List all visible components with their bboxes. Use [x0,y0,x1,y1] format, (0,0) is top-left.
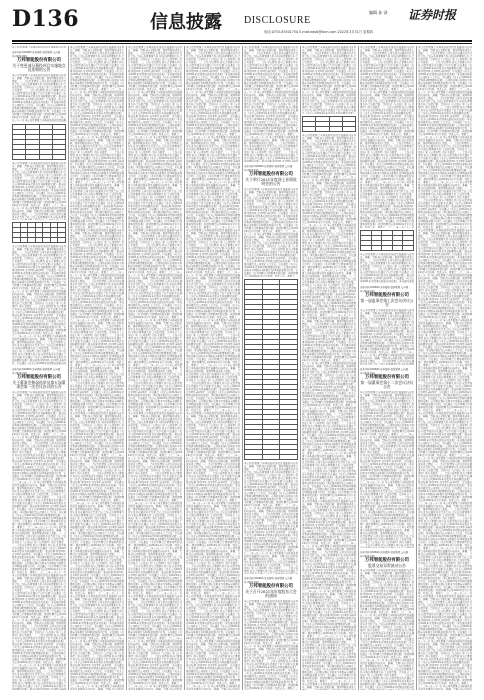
table-cell [303,127,316,132]
article-text: 本公司及董事会全体成员保证信息披露的内容真实、准确、完整,没有虚假记载、误导性陈述或重大遗漏。一、会议召开情况 公司于近日以通讯方式召开会议,会议应出席董事九名,实际出席董事九名,会议的召集、召开符合《公司法》和《公司章程》的有关规定。二、会议审议情况 经与会董事认真审议,以投票表决方式通过了以下议案:审议通过《关于公司2021年年度报告及其摘要的议案》,表决结果:同意9票,反对0票,弃权0票。审议通过《关于公司2021年度财务决算报告的议案》,本议案尚需提交公司股东大会审议。审议通过《关于公司2021年度利润分配预案的议案》,公司拟以现有总股本为基数向全体股东每10股派发现金红利。审议通过《关于续聘会计师事务所的议案》,同意续聘为公司2022年度审计机构。特此公告。董事会 二〇二二年三月三十一日 本公司及董事会全体成员保证信息披露的内容真实、准确、完整,没有虚假记载、误导性陈述或重大遗漏。一、会议召开情况 公司于近日以通讯方式召开会议,会议应出席董事九名,实际出席董事九名,会议的召集、召开符合《公司法》和《公司章程》的有关规定。二、会议审议情况 经与会董事认真审议,以投票表决方式通过了以下议案:审议通过《关于公司2021年年度报告及其摘要的议案》,表决结果:同意9票,反对0票,弃权0票。审议通过《关于公司2021年度财务决算报告的议案》,本议案尚需提交公司股东大会审议。审议通过《关于公司2021年度利润分配预案的议案》,公司拟以现有总股本为基数向全体股东每10股派发现金红利。审议通过《关于续聘会计师事务所的议案》,同意续聘为公司2022年度审计机构。特此公告。董事会 二 [244,600,298,690]
text-column [360,46,414,690]
article-text: 本公司及董事会全体成员保证信息披露的内容真实、准确、完整,没有虚假记载、误导性陈述或重大遗漏。一、会议召开情况 公司于近日以通讯方式召开会议,会议应出席董事九名,实际出席董事九名,会议的召集、召开符合《公司法》和《公司章程》的有关规定。二、会议审议情况 经与会董事认真审议,以投票表决方式通过了以下议案:审议通过《关于公司2021年年度报告及其摘要的议案》,表决结果:同意9票,反对0票,弃权0票。审议通过《关于公司2021年度财务决算报告的议案》,本议案尚需提交公司股东大会审议。审议通过《关于公司2021年度利润分配预案的议案》,公司拟以现有总股本为基数向全体股东每10股派发现金红利。审议通过《关于续聘会计师事务所的议案》,同意续聘为公司2022年度审计机构。特此公告。董事会 二〇二二年三月三十一日 本公司及董事会全体成员保证信息披露的内容真实、准确、完整,没有虚假记载、误导性陈述或重大遗漏。一、会议召开情况 公司于近日以通讯方式召开会议,会议应出席董事九名,实际出席董事九名,会议的召集、召开符合《公司法》和《公司章程》的有关规定。二、会议审议情况 经与会董事认真审议,以投票表决方式通过了以下议案:审议通过《关于公司2021年年度报告及其摘要的议案》,表决结果:同意9票,反对0票,弃权0票。审议通过《关于公司2021年度财务决算报告的议案》,本议案尚需提交公司股东大会审议。审议通过《关于公司2021年度利润分配预案的议案》,公司拟以现有总股本为基数向全体股东每10股派发现金红利。审议通过《关于续聘会计师事务所的议案》,同意续聘为公司2022年度审计机构。特此公告。董事会 二〇二二年三月三十一日 本公司及董事会全体成员保证信息披露的内容真实、准确、完整,没有虚假记载、误导性陈述或重大遗漏。一、会议召开情况 公司于近日以通讯方式召开会议,会议应出席董事九名,实际出席董事九名,会议的召集、召开符合《公司法》和《公司章程》的有关规定。二、会议审议情况 经与会董事认真审议,以投票表决方式通过了 [244,462,298,574]
column-divider [242,46,243,690]
article-text: 本公司及董事会全体成员保证信息披露的内容真实、准确、完整,没有虚假记载、误导性陈述或重大遗漏。一、会议召开情况 公司于近日以通讯方式召开会议,会议应出席董事九名,实际出席董事九名,会议的召集、召开符合《公司法》和《公司章程》的有关规定。二、会议审议情况 经与会董事认真审议,以投票表决方式通过了以下议案:审议通过《关于公司2021年年度报告及其摘要的议案》,表决结果:同意9票,反对0票,弃权0票。审议通过《关于公司2021年度财务决算报告的议案》,本议案尚需提交公司股东大会审议。审议通过《关于公司2021年度利润分配预案的议案》,公司拟以现有总股本为基数向全体股东每10股派发现金红利。审议通过《关于续聘会计师事务所的议案》,同意续聘为公司2022年度审计机构。特此公告。董事会 二〇二二年三月三十一日 本公司及董事会全体成员保证信息披露 [12,74,66,123]
announcement-title: 第一届董事会第十二次会议决议公告 [360,379,414,390]
article-text: 本公司及董事会全体成员保证信息披露的内容真实、准确、完整,没有虚假记载、误导性陈述或重大遗漏。一、会议召开情况 公司于近日以通讯方式召开会议,会议应出席董事九名,实际出席董事九名,会议的召集、召开符合《公司法》和《公司章程》的有关规定。二、会议审议情况 经与会董事认真审议,以投票表决方式通过了以下议案:审议通过《关于公司2021年年度报告及其摘要的议案》,表决结果:同意9票,反对0票,弃权0票。审议通过《关于公司2021年度财务决算报告的议案》,本议案尚需提交公司股东大会审议。审议通过《关于公司2021年度利润分配预案的议案》,公司拟以现有总股本为基数向全体股东每10股派发现金红利。审议通过《关于续聘会计师事务所的议案》,同意续聘为公司2022年度审计机构。特此公告。董事会 二〇二二年三月三十一日 本公司及董事会全体成员保证信息披露的内容真实、准确、完整,没有虚假记载、误导性陈述或重大遗漏。一、会议召开情况 公司于近日以通讯方式召开会议,会议应出席董事九名,实际出席董事九名,会议的召集、召开符合《公司法》和《公司章程》的有关规定。二、会议审议情况 经与会董事认真审议,以投票表决方式通过了以下议案:审议通过《关于公司2021年年度报告及其摘要的议案》,表决结果:同意9票,反对0票,弃权0票。审议通过《关于公司2021年度财务决算报告的议案》,本议案尚需提交公司股东大会审议。审议通过《关于公司2021年度利润分配预案的议案》,公司拟以现有总股本为基数向全体股东每10股派发现金红利。审议通过《关于续聘会计师事务所的议案》,同意续聘为公司2022年度审计机构。特此公告。董事会 二〇二二年三月三十一日 本公司及董事会全体成员保证信息披露的内容真实、准确、完整,没有虚假记载、误导性陈述或重大遗漏。一、会议召开情况 公司于近日以通讯方式召开会议,会议应出席董事九名,实际出席董事九名,会议的召集、召开符合《公司法》和《公司章程》的有关规定。二、会议审议情况 经与会董事认真审议,以投票表决方式通过了以下议案:审议通过《关于公司2021年年度报告及其摘要的议案》,表决结果:同意9票,反对0票,弃权0票。审议通过《关于公司2021年度财务决算报告的议案》,本议案尚需提交公司股东大会审议。审议通过《关于公司2021年度利润分配预案的议案》,公司拟以现有总股本为基数向全体股东每10股派发现金红利。审议通过《关于续聘会计师事务所的议案》,同意续聘为公司2022年度审计机构。特此公告。董事会 二〇二二年三月三十一日 本公司及董事会全体成员保证信息披露的内容真实、准确、完整,没有虚假记载、误导性陈述或重大遗漏。一、会议召开情况 公司于近日以通讯方式召开会议,会议应出席董事九名,实际出席董事九名,会议的召集、召开符合《公司法》和《公司章程》的有关规定。二、会议审议情况 经与会董事认真审议,以投票表决方式通过了以下议案:审议通过《关于公司2021年年度报告及其摘要的议案》,表决结果:同意9票,反对0票,弃权0票。审议通过《关于公司2021年度财务决算报告的议案》,本议案尚需提交公司股东大会审议。审议通过《关于公司2021年度利润分配预案的议案》,公司拟以现有总股本为基数向全体股东每10股派发现金红利。审议通过《关于续聘会计师事务所的议案》,同意续聘为公司2022年度审计机构。特此公告。董事会 二〇二二年三月三十一日 本公司及董事会全体成员保证信息披露的内容真实、准确、完整,没有虚假记载、误导性陈述或重大遗漏。一、会议召开情况 公司于近日以通讯方式召开会议,会议应出席董事九名,实际出席董事九名,会议的召集、召开符合《公司法》和《公司章程》的有关规定。二、会议审议情况 经与会董事认真审议,以投票表决方式通过了以下议案:审议通过《关于公司2021年年度报告及其摘要的议案》,表决结果:同意9票,反对0票,弃权0票。审议通过《关于公司2021年度财务决算报告的议案》,本议案尚需提交公司股东大会审议。审议通过《关于公司2021年度利润分配预案的议案》,公司拟以现有总股本为基数向全体股东每10股派发现金红利。审议通过《关于续聘会计师事务所的议案》,同意续聘为公司2022年度审计机构。特此公告。董事会 二〇二二年三月三十一日 本公司及董事会全体成员保证信息披露的内容真实、准确、完整,没有虚假记载、误导性陈述或重大遗漏。一、会议召开情况 公司于近日以通讯方式召开会议,会议应出席董事九名,实际出席董事九名,会议的召集、召开符合《公司法》和《公司章程》的有关规定。二、会议审议情况 经与会董事认真审议,以投票表决方式通过了以下议案:审议通过《关于公司2021年年度报告及其摘要的议案》,表决结果:同意9票,反对0票,弃权0票。审议通过《关于公司2021年度财务决算报告的议案》,本议案尚需提交公司股东大会审议。审议通过《关于公司2021年度利润分配预案的议案》,公司拟以现有总股本为基数向全体股东每10股派发现金红利。审议通过《关于续聘会计师事务所的议案》,同意续聘为公司2022年度审计机构。特此公告。董事会 二〇二二年三月三十一日 本公司及董事会全体成员保证信息披露的内容真实、准确、完整,没有虚假记载、误导性陈述或重大遗漏。一、会议召开情况 公司于近日以通讯方式召开会议,会议应出席董事九名,实际出席董事九名,会议的召集、召开符合《公司法》和《公司章程》的有关规定。二、会议审议情况 经与会董事认真审议,以投票表决方式通过了以下议案:审议通过《关于公司2021年年度报告及其摘要的议案》,表决结果:同意9票,反对0票,弃权0票。审议通过《关于公司2021年度财务决算报告的议案》,本议案尚需提交公司股东大会审议。审议通过《关于公司2021年度利润分配预案的议案》,公司拟以现有总股本为基数向全体股东每10股派发现金红利。审议通过《关于续聘会计师事务所的议案》,同意续聘为公司2022年度审计机构。特此公告。董事会 二〇二二年三月三十一日 本公司及董事会全体成员保证信息披露的内容真实、准确、完整,没有虚假记载、误导性陈述或重大遗漏。一、会议召开情况 公司于近日以通讯方式召开会议,会议应出席董事九名,实际出席董事九名,会议的召集、召开符合《公司法》和《公司章程》的有关规定。二、会议审议情况 经与会董事认真审议,以投票表决方式通过了以下议案:审议通过《关于公司2021年年度报告及其摘要的议案》,表决结果:同意9票,反对0票,弃权0票。审议通过《关于公司2021年度财务决算报告的议案》,本议案尚需提交公司股东大会审议。审议通过《关于公司2021年度利润分配预案的议案》,公司拟以现有总股本为基数向全体股东每10股派发现金红利。审议通过《关于续聘会计师事务所的议案》,同意续聘为公司2022年度审计机构。特此公告。董事会 二〇二二年三月三十一日 本公司及董事会全体成员保证信息披露的内容真实、准确、完整,没有虚假记载、误导性陈述或重大遗漏。一、会议召开情况 公司于近日以通讯方式召开会议,会议应出席董事九名,实际出席董事九名,会议的召集、召开符合《公司法》和《公司章程》的有关规定。二、会议审议情况 经与会董事认真审议,以投票表决方式通过了以下议案:审议通过《关于公司2021年年度报告及其摘要的议案》,表决结果:同意9票,反对0票,弃权0票。审议通过《关于公司2021年度财务决算报告的议案》,本议案尚需提交公司股东大会审议。审议通过《关于公司2021年度利润分配预案的议案》,公司拟以现有总股本为基数向全体股东每10股派发现金红利。审议通过《关于续聘会计师事务所的议案》,同意续聘为公司2022年度审计机构。特此公告。董事会 二〇二二年三月三十一日 本公司及董事会全体成员保证信息披露的内容真实、准确、完整,没有虚假记载、误导性陈述或重大遗漏。一、会议召开情况 公司于近日以通讯方式召开会议,会议应出席董事九名,实际出席董事九名,会议的召集、召开符合《公司法》和《公司章程》的有关规定。二、会议审议情况 经与会董事认真审议,以投票表决方式通过了以下议案:审议通过《关于公司2021年年度报告及其摘要的议案》,表决结果:同意9票,反对0票,弃权0票。审议通过《关于公司2021年度财务决算报告的议案》,本议案尚需提交公司股东大会审议。审议通过《关于公司2021年度利润分配预案的议案》,公司拟以现有总股本为基数向全体股东每10股派发现金红利。审议通过《关于续聘会计师事务所的议案》,同意续聘为公司2022年度审计机构。特此公告。董事会 二〇二二年三月三十一日 本公司及董事会全体成员保证信息披露的内容真实、准确、完整,没有虚假记载、误导性陈述或重大遗漏。一、会议召开情况 公司于近日以通讯方式召开会议,会议应出席董事九名,实际出席董事九名,会议的召集、召开符合《公司法》和《公司章程》的有关规定。二、会议审议情况 经与会董事认真审议,以投票表决方式通过了以下议案:审议通过《关于公司2021年年度报告及其摘要的议案》,表决结果:同意9票,反对0票,弃权0票。审议通过《关于公司2021年度财务决算报告的议案》,本议案尚需提交公司股东大会审议。审议通过《关于公司2021年度利润分配预案的议案》,公司拟以现有总股本为基数向全体股东每10股派发现金红利。审议通过《关于续聘会计师事务所的议案》,同意续聘为公司2022年度审计机构。特此公告。董事会 二〇二二年三月三十一日 本公司及董事会全体成员保证信息披露的内容真实、准确、完整,没有虚假记载、误导性陈述或重大遗漏。一、会议召开情况 公司于近日以通讯方式召开会议,会议应出席董事九名,实际出席董事九名,会议的召集、召开符合《公司法》和《公司章程》的有关规定。二、会议审议情况 经与会董事认真审议,以投票表决方式通过了以下议案:审议通过《关于公司2021年年度报告及其摘要的议案》,表决结果:同意9票,反对0票,弃权0票。审议通过《关于公司2021年度财务决算报告的议案》,本议案尚需提交公司股东大会审议。审议通过《关于公司2021年度利润分配预案的议案》,公司拟以现有总股本为基数向全体股东每10股派发现金红利。审议通过《关于续聘会计师事务所的议案》,同意续聘为公司2022年度审计机构。特此公告。董事会 二〇二二年三月三十一日 本公司及董事会全体成员保证信息披露的内容真实、准确、完整,没有虚假记载、误导性陈述或重大遗漏。一、会议召开情况 公司于近日以通讯方式召开会议,会议应出席董事九名,实际出席董事九名,会议的召集、召开符合《公司法》和《公司章程》的有关规定。二、会议审议情况 经与会董事认真审议,以投票表决方式通过了以下议案:审议通过《关于公司2021年年度报告及其摘要的议案》,表决结果:同意9票,反对0票,弃权0票。审议通过《关于公司2021年度财务决算报告的议案》,本议案尚需提交公司股东大会审议。审议通过《关于公司2021年度利润分配预案的议案》,公司拟以现有总股本为基数向全体股东每10股派发现金红利。审议通过《关于续聘会计师事务所的议案》,同意续聘为公司2022年度审计机构。特此公告。董事会 二〇二二年三月三十一日 本公司及董事会全体成员保证信息披露的内容真实、准确、完整,没有虚假记载、误导性陈述或重大遗漏。一、会议召开情况 公司于近日以通讯方式召开会议,会议应出席董事九名,实际出席董事九名,会议的召集、召开符合《公司法》和《公司章程》的有关规定。二、会议审议情况 经与会董事认真审议,以投票表决方式通过了以下议案:审议通过《关于公司2021年年度报告及其摘要的议案》,表决结果:同意9票,反对0票,弃权0票。审议通过《关于公司2021年度财务决算报告的议案》,本议案尚需提交公司股东大会审议。审议通过《关于公司2021年度利润分配预案的议案》,公司拟以现有总股本为基数向全体股东每10股派发现金红利。审议通过《关于续聘会计师事务所的议案》,同意续聘为公司2022年度审计机构。特此公告。董事会 二〇二二年三月三十一日 本公司及董事会全体成员保证信息披露的内容真实、准确、完整,没有虚假记 [418,46,472,690]
announcement-company: 万邦智能股份有限公司 [365,558,409,564]
table-row [13,238,66,243]
table-cell [392,246,403,251]
text-column [418,46,472,690]
masthead-meta: 电话:0755-83501750 E-mail:zqsb@stcn.com 2022年3月31日 星期四 [264,30,374,34]
table-cell [329,127,342,132]
table-cell [20,238,28,243]
article-text: 本公司及董事会全体成员保证信息披露的内容真实、准确、完整,没有虚假记载、误导性陈述或重大遗漏。一、会议召开情况 公司于近日以通讯方式召开会议,会议应出席董事九名,实际出席董事九名,会议的召集、召开符合《公司法》和《公司章程》的有关规定。二、会议审议情况 经与会董事认真审议,以投票表决方式通过了以下议案:审议通过《关于公司2021年年度报告及其摘要的议案》,表决结果:同意9票,反对0票,弃权0票。审议通过《关于公司2021年度财务决算报告的议案》,本议案尚需提交公司股东大会审议。审议通过《关于公司2021年度利润分配预案的议案》,公司拟以现有总股本为基数向全体股东每10股派发现金红利。审议通过《关于续聘会计师事务所的议案》,同意续聘为公司2022年度审计机构。特此公告。董事会 二〇二二年三月三十一日 本公司及董事会全体成员保证信息披露的内容真实、准确、完整,没有虚假记载、误导性陈述或重大遗漏。一、会议召开情况 公司于近日以通讯方式召开会议,会议应出席董事九名,实际出席董事九名,会议的召集、召开符合《公司法》和《公司章程》的有关规定。二、会议审议情况 经与会董事认真审议,以投票表决方式通过了以下议案:审议通过《关于公司2021年年度报告及其摘要的议案》,表决结果:同意9票,反对0票,弃权0票。审议通过《关于公司2021年度财务决算报告的议案》,本议案尚需提交公司股东大会审议。审议通过《关于公司2021年度利润分配预案的议案》,公司拟以现有总股本为基数向全体股东每10股派发现金红利。审议通过《关于续聘会计师事务所的议案》,同意续聘为公司2022年度审计机构。特此公告。董事会 二〇二二年三月三十一日 本公司及董事会全体成员保证信息披露的内容真实、准确、完整,没有虚假记载、误导性陈述或重大遗漏。一、会议召开情况 公司于近日以通讯方式召开会议,会议应出席董事九名,实际出席董事九名,会议的召集、召开符合《公司法》和《公司章程》的有关规定。二、会议审议情况 经与会董事认真审议,以投票表决方式通过了以下议案:审议通过《关于公司2021年年度报告及其摘要的议案》,表决结果:同意9票,反对0票,弃权0票。审议通过《关于公司2021年度财务决算报告的议案》,本议案尚需提交公司股东大会审议。审议通过《关于公司2021年度利润分配预案的议案》,公司拟以现有总股本为基数向全体股东每10股派发现金红利。审议通过《关于续聘会计师事务所的议案》,同意续聘为公司2022年度审计机构。特此公告。董事会 二〇二二年三月三十一日 本公司及董事会全体成员保证信息披露的内容真实、准确、完整,没有虚假记载、误导性陈述或重大遗漏。一、会议召开情况 公司于近日以通讯方式召开会议,会议应出席董事九名,实际出席董事九名,会议的召集、召开符合《公司法》和《公司章程》的有关规定。二、会议审议情况 经与会董事认真审议,以投票表决方式通过了以下议案:审议通过《关于公司2021年年度报告及其摘要的议案》,表决结果:同意9票,反对0票,弃权0票。审议通过《关于公司2021年度财务决算报告的议案》,本议案尚需提交公司股东大会审议。审议通过《关于公司2021年度利润分配预案的议案》,公司拟以现有总股本为基数向全体股东每10股派发现金红利。审议通过《关于续聘会计师事务所的议案》,同意续聘为公司2022年度审计机构。特此公告。董事会 二〇二二年三月三十一日 本公司及董事会全体成员保证信息披露的内容真实、准确、完整,没有虚假记载、误导性陈述或重大遗漏。一、会议召开情况 公司于近日以通讯方式召开会议,会议应出席董事九名,实际出席董事九名,会议的召集、召开符合《公司法》和《公司章程》的有关规定。二、会议审议情况 经与会董事认真审议,以投票表决方式通过了以下议案:审议通过《关于公司2021年年度报告及其摘要的议案》,表决结果:同意9票,反对0票,弃权0票。审议通过《关于公司2021年度财务决算报告的议案》,本议案尚需提交公司股东大会审议。审议通过《关于公司2021年度利润分配预案的议案》,公司拟以现有总股本为基数向全体股东每10股派发现金红利。审议通过《关于续聘会计师事务所的议案》,同意续聘为公司2022年度审计机构。特此公告。董事会 二〇二二年三月三十一日 本公司及董事会全体成员保证信息披露的内容真实、准确、完整,没有虚假记载、误导性陈述或重大遗漏。一、会议召开情况 公司于近日以通讯方式召开会议,会议应出席董事九名,实际出席董事九名,会议的召集、召开符合《公司法》和《公司章程》的有关规定。二、会议审议情况 经与会董事认真审议,以投票表决方式通过了以下议案:审议通过《关于公司2021年年度报告及其摘要的议案》,表决结果:同意9票,反对0票,弃权0票。审议通过《关于公司2021年度财务决算报告的议案》,本议案尚需提交公司股东大会审议。审议通过《关于公司2021年度利润分配预案的议案》,公司拟以现有总股本为基数向全体股东每10股派发现金红利。审议通过《关于续聘会计师事务所的议案》,同意续聘为公司2022年度审计机构。特此公告。董事会 二〇二二年三月三十一日 本公司及董事会全体成员保证信息披露的内容真实、准确、完整,没有虚假记载、误导性陈述或重大遗漏。一、会议召开情况 公司于近日以通讯方式召开会议,会议应出席董事九名,实际出席董事九名,会议的召集、召开符合《公司法》和《公司章程》的有关规定。二、会议审议情况 经与会董事认真审议,以投票表决方式通过了以下议案:审议通过《关于公司2021年年度报告及其摘要的议案》,表决结果:同意9票,反对0票,弃权0票。审议通过《关于公司2021年度财务决算报告的议案》,本议案尚需提交公司股东大会审议。审议通过《关于公司2021年度利润分配预案的议案》,公司拟以现有总股本为基数向全体股东每10股派发现金红利。审议通过《关于续聘会计师事务所的议案》,同意续聘为公司2022年度审计机构。特此公告。董事会 二〇二二年三月三十一日 本公司及董事会全体成员保证信息披露的内容真实、准确、完整,没有虚假记载、误导性陈述或重大遗漏。一、会议召开情况 公司于近日以通讯方式召开会议,会议应出席董事九名,实际出席董事九名,会议的召集、召开符合《公司法》和《公司章程》的有关规定。二、会议审议情况 经与会董事认真审议,以投票表决方式通过了以下议案:审议通过《关于公司2021年年度报告及其摘要的议案》,表决结果:同意9票,反对0票,弃权0票。审议通过《关于公司2021年度财务决算报告的议案》,本议案尚需提交公司股东大会审议。审议通过《关于公司2021年度利润分配预案的议案》,公司拟以现有总股本为基数向全体股东每10股派发现金红利。审议通过《关于续聘会计师事务所的议案》,同意续聘为公司2022年度审计机构。特此公告。董事会 二〇二二年三月三十一日 本公司及董事会全体成员保证信息披露的内容真实、准确、完整,没有虚假记载、误导性陈述或重大遗漏。一、会议召开情况 公司于近日以通讯方式召开会议,会议应出席董事九名,实际出席董事九名,会议的召集、召开符合《公司法》和《公司章程》的有关规定。二、会议审议情况 经与会董事认真审议,以投票表决方式通过了以下议案:审议通过《关于公司2021年年度报告及其摘要的议案》,表决结果:同意9票,反对0票,弃权0票。审议通过《关于公司2021年度财务决算报告的议案》,本议案尚需提交公司股东大会审议。审议通过《关于公司2021年度利润分配预案的议案》,公司拟以现有总股本为基数向全体股东每10股派发现金红利。审议通过《关于续聘会计师事务所的议案》,同意续聘为公司2022年度审计机构。特此公告。董事会 二〇二二年三月三十一日 本公司及董事会全体成员保证信息披露的内容真实、准确、完整,没有虚假记载、误导性陈述或重大遗漏。一、会议召开情况 公司于近日以通讯方式召开会议,会议应出席董事九名,实际出席董事九名,会议的召集、召开符合《公司法》和《公司章程》的有关规定。二、会议审议情况 经与会董事认真审议,以投票表决方式通过了以下议案:审议通过《关于公司2021年年度报告及其摘要的议案》,表决结果:同意9票,反对0票,弃权0票。审议通过《关于公司2021年度财务决算报告的议案》,本议案尚需提交公司股东大会审议。审议通过《关于公司2021年度利润分配预案的议案》,公司拟以现有总股本为基数向全体股东每10股派发现金红利。审议通过《关于续聘会计师事务所的议案》,同意续聘为公司2022年度审计机构。特此公告。董事会 二〇二二年三月三十一日 本公司及董事会全体成员保证信息披露的内容真实、准确、完整,没有虚假记载、误导性陈述或重大遗漏。一、会议召开情况 公司于近日以通讯方式召开会议,会议应出席董事九名,实际出席董事九名,会议的召集、召开符合《公司法》和《公司章程》的有关规定。二、会议审议情况 经与会董事认真审议,以投票表决方式通过了以下议案:审议通过《关于公司2021年年度报告及其摘要的议案》,表决结果:同意9票,反对0票,弃权0票。审议通过《关于公司2021年度财务决算报告的议案》,本议案尚需提交公司股东大会审议。审议通过《关于公司2021年度利润分配预案的议案》,公司拟以现有总股本为基数向全体股东每10股派发现金红利。审议通过《关于续聘会计师事务所的议案》,同意续聘为公司2022年度审计机构。特此公告。董事会 二〇二二年三月三十一日 本公司及董事会全体成员保证信息披露的内容真实、准确、完整,没有虚假记载、误导性陈述或重大遗漏。一、会议召开情况 公司于近日以通讯方式召开会议,会议应出席董事九名,实际出席董事九名,会议的召集、召开符合《公司法》和《公司章程》的有关规定。二、会议审议情况 经与会董事认真审议,以投票表决方式通过了以下议案:审议通过《关于公司2021年年度报告及其摘要的议案》,表决结果:同意9票,反对0票,弃权0票。审议通过《关于公司2021年度财务决算报告的议案》,本议案尚需提交公司股东大会审议。审议通过《关于公司2021年度利润分配预案的议案》,公司拟以现有总股本为基数向全体股东每10股派发现金红利。审议通过《关于续聘会计师事务所的议案》,同意续聘为公司2022年度审计机构。特此公告。董事会 二〇二二年三月三十一日 本公司及董事会全体成员保证信息披露的内容真实、准确、完整,没有虚假记载、误导性陈述或重大遗漏。一、会议召开情况 公司于近日以通讯方式召开会议,会议应出席董事九名,实际出席董事九名,会议的召集、召开符合《公司法》和《公司章程》的有关规定。二、会议审议情况 经与会董事认真审议,以投票表决方式通过了以下议案:审议通过《关于公司2021年年度报告及其摘要的议案》,表决结果:同意9票,反对0票,弃权0票。审议通过《关于公司2021年度财务决算报告的议案》,本议案尚需提交公司股东大会审议。审议通过《关于公司2021年度利润分配预案的议案》,公司拟以现有总股本为基数向全体股东每10股派发现金红利。审议通过《关于续聘会计师事务所的议案》,同意续聘为公司2022年度审计机构。特此公告。董事会 二〇二二年三月三十一日 本公司及董事会全体成员保证信息披露的内容真实、准确、完整,没有虚假记载、误导性陈述或重大遗漏。一、会议召开情况 公司于近日以通讯方式召开会议,会议应出席董事九名,实际出席董事九名,会议的召集、召开符合《公司法》和《公司章程》的有关规定。二、会议审议情况 经与会董事认真审议,以投票表决方式通过了以下议案:审议通过《关于公司2021年年度报告及其摘要的议案》,表决结果:同意9票,反对0票,弃权0票。审议通过《关于公司2021年度财务决算报告的议案》,本议案尚需提交公司股东大会审议。审议通过《关于公司2021年度利润分配预案的议案》,公司拟以现有总股本为基数向全体股东每10股派发现金红利。审议通过《关于续聘会计师事务所的议案》,同意续聘为公司2022年度审计机构。特此公告。董事会 二〇二二年三月三十一日 本公司及董事会全体成员保证信息披露的内容真实、准确、完整,没有虚假记 [128,46,182,690]
article-text: 本公司及董事会全体成员保证信息披露的内容真实、准确、完整,没有虚假记载、误导性陈述或重大遗漏。一、会议召开情况 公司于近日以通讯方式召开会议,会议应出席董事九名,实际出席董事九名,会议的召集、召开符合《公司法》和《公司章程》的有关规定。二、会议审议情况 经与会董事认真审议,以投票表决方式通过了以下议案:审议通过《关于公司2021年年度报告及其摘要的议案》,表决结果:同意9票,反对0票,弃权0票。审议通过《关于公司2021年度财务决算报告的议案》,本议案尚需提交公司股东大会审议。审议通过《关于公司2021年度利润分配预案的议案》,公司拟以现有总股本为基数向全体股东每10股派发现金红利。审议通过《关于续聘会计师事务所的议案》,同意续聘为公司2022年度审计机构。特此公告。董事会 二〇二二年三月三十一日 本公司及董事会全体成员保证信息披露的内容真实、准确、完整,没有虚假记载、误导性陈述或重大遗漏。一、会议召开情况 公司于近日以通讯方式召开会议,会议应出席董事九名,实际出席董事九名,会议的召集、召开符合《公司法》和《公司章程》的有关规定。二、会议审议情况 经与会董事认真审议,以投票表决方式通过了以下议案:审议通过《关于公司2021年年度报告及其摘要的议案》,表决结果:同意9票,反对0票,弃权0票。审议通过《关于公司2021年度财务决算报告的议案》,本议案尚需提交公司股东大会审议。审议通过《关于公司2021年度利润分配预案的议案》,公司拟以现有总股本为基数向全体股东每10股派发现金红利。审议通过《关于续聘会计师事务所的议案》,同意续聘为公司2022年度审计机构。特此公告。董事会 二〇二二年三月三十一日 本公司及董事会全体成员保证信息披露的内容真实、准确、完整,没有虚假记载、误导性陈述或重大遗漏。一、会议召开情况 公司于近日以通讯方式召开会议,会议应出席董事九名,实际出席董事九名,会议的召集、召开符合《公司法》和《公司章程》的有关规定。二、会议审议情况 经与会董事认真审议,以投票表决方式通过了以下议案:审议通过《关于公司2021年年度报告及其摘要的议案》,表决结果:同意9票,反对0票,弃权0票。审议通过《关于公司2021年度财务决算报告的议案》,本议案尚需提交公司股东大会审议。审议通过《关于公司2021年度利润分配预案的议案》,公司拟以现有总股本为基数向全体股东每10股派发现金红利。审议通过《关于续聘会计师事务所的议案》,同意续聘为公司2022年度审计机构。特此公告。董事会 二〇二二年三月三十一日 本公司及董事会全体成员保证信息披露的内容真实、准确、完整,没有虚假记载、误导性陈述或重大遗漏。一、会议召开情况 公司于近日以通讯方式召开会议,会议应出席董事九名,实际出席董事九名,会议的召集、召开符合《公司法》和《公司章程》的有关规定。二、会议审议情况 经与会董事认真审议,以投票表决方式通过了以下议案:审议通过《关于公司2021年年度报告及其摘要的议案》,表决结果:同意9票,反对0票,弃权0票。审议通过《关于公司2021年度财务决算报告的议案》,本议案尚需提交公司股东大会审议。审议通过《关于公司2021年度利润分配预案的议案》,公司拟以现有总股本为基数向全体股东每10股派发现金红利。审议通过《关于续聘会计师事务所的议案》,同意续聘为公司2022年度审计机构。特此公告。董事会 二〇二二年三月三十一日 本公司及董事会全体成员保证信息披露的内容真实、准确、完整,没有虚假记载、误导性陈述或重大遗漏。一、会议召开情况 公司于近日以通讯方式召开会议,会议应出席董事九名,实际出席董事九名,会议的召集、召开符合《公司法》和《公司章程》的有关规定。二、会议审议情况 经与会董事认真审议,以投票表决方式通过了以下议案:审议通过《关于公司2021年年度报告及其摘要的议案》,表决结果:同意9票,反对0票,弃权0票。审议通过《关于公司2021年度财务决算报告的议案》,本议案尚需提交公司股东大会审议。审议通过《关于公司2021年度利润分配预案的议案》,公司拟以现有总股本为基数向全体股东每10股派发现金红利。审议通过《关于续聘会计师事务所的议案》,同意续聘为公司2022年度审计机构。特此公告。董事会 二〇二二年三月三十一日 本公司及董事会全体成员保证信息披露的内容真实、准确、完整,没有虚假记载、误导性陈述或重大遗漏。一、会议召开情况 公司于近日以通讯方式召开会议,会议应出席董事九名,实际出席董事九名,会议的召集、召开符合《公司法》和《公司章程》的有关规定。二、会议审议情况 经与会董事认真审议,以投票表决方式通过了以下议案:审议通过《关于公司2021年年度报告及其摘要的议案》,表决结果:同意9票,反对0票,弃权0票。审议通过《关于公司2021年度财务决算报告的议案》,本议案尚需提交公司股东大会审议。审议通过《关于公司2021年度利润分配预案的议案》,公司拟以现有总股本为基数向全体股东每10股派发现金红利。审议通过《关于续聘会计师事务所的议案》,同意续聘为公司2022年度审计机构。特此公告。董事会 二〇二二年三月三十一日 本公司及董事会全体成员保证信息披露的内容真实、准确、完整,没有虚假记载、误导性陈述或重大遗漏。一、会议召开情况 公司于近日以通讯方式召开会议,会议应出席董事九名,实际出席董事九名,会议的召集、召开符合《公司法》和《公司章程》的有关规定。二、会议审议情况 经与会董事认真审议,以投票表决方式通过了以下议案:审议通过《关于公司2021年年度报告及其摘要的议案》,表决结果:同意9票,反对0票,弃权0票。审议通过《关于公司2021年度财务决算报告的议案》,本议案尚需提交公司股东大会审议。审议通过《关于公司2021年度利润分配预案的议案》,公司拟以现有总股本为基数向全体股东每10股派发现金红利。审议通过《关于续聘会计师事务所的议案》,同意续聘为公司2022年度审计机构。特此公告。董事会 二〇二二年三月三十一日 本公司及董事会全体成员保证信息披露的内容真实、准确、完整,没有虚假记载、误导性陈述或重大遗漏。一、会议召开情况 公司于近日以通讯方式召开会议,会议应出席董事九名,实际出席董事九名,会议的召集、召开符合《公司法》和《公司章程》的有关规定。二、会议审议情况 经与会董事认真审议,以投票表决方式通过了以下议案:审议通过《关于公司2021年年度报告及其摘要的议案》,表决结果:同意9票,反对0票,弃权0票。审议通过《关于公司2021年度财务决算报告的议案》,本议案尚需提交公司股东大会审议。审议通过《关于公司2021年度利润分配预案的议案》,公司拟以现有总股本为基数向全体股东每10股派发现金红利。审议通过《关于续聘会计师事务所的议案》,同意续聘为公司2022年度审计机构。特此公告。董事会 二〇二二年三月三十一日 本公司及董事会全体成员保证信息披露的内容真实、准确、完整,没有虚假记载、误导性陈述或重大遗漏。一、会议召开情况 公司于近日以通讯方式召开会议,会议应出席董事九名,实际出席董事九名,会议的召集、召开符合《公司法》和《公司章程》的有关规定。二、会议审议情况 经与会董事认真审议,以投票表决方式通过了以下议案:审议通过《关于公司2021年年度报告及其摘要的议案》,表决结果:同意9票,反对0票,弃权0票。审议通过《关于公司2021年度财务决算报告的议案》,本议案尚需提交公司股东大会审议。审议通过《关于公司2021年度利润分配预案的议案》,公司拟以现有总股本为基数向全体股东每10股派发现金红利。审议通过《关于续聘会计师事务所的议案》,同意续聘为公司2022年度审计机构。特此公告。董事会 二〇二二年三月三十一日 本公司及董事会全体成员保证信息披露的内容真实、准确、完整,没有虚假记载、误导性陈述或重大遗漏。一、会议召开情况 公司于近日以通讯方式召开会议,会议应出席董事九名,实际出席董事九名,会议的召集、召开符合《公司法》和《公司章程》的有关规定。二、会议审议情况 经与会董事认真审议,以投票表决方式通过了以下议案:审议通过《关于公司2021年年度报告及其摘要的议案》,表决结果:同意9票,反对0票,弃权0票。审议通过《关于公司2021年度财务决算报告的议案》,本议案尚需提交公司股东大会审议。审议通过《关于公司2021年度利润分配预案的议案》,公司拟以现有总股本为基数向全体股东每10股派发现金红利。审议通过《关于续聘会计师事务所的议案》,同意续聘为公司2022年度审计机构。特此公告。董事会 二〇二二年三月三十一日 本公司及董事会全体成员保证信息披露的内容真实、准确、完整,没有虚假记载、误导性陈述或重大遗漏。一、会议召开情况 公司于近日以通讯方式召开会议,会议应出席董事九名,实际出席董事九名,会议的召集、召开符合《公司法》和《公司章程》的有关规定。二、会议审议情况 经与会董事认真审议,以投票表决方式通过了以下议案:审议通过《关于公司2021年年度报告及其摘要的议案》,表决结果:同意9票,反对0票,弃权0票。审议通过《关于公司2021年度财务决算报告的议案》,本议案尚需提交公司股东大会审议。审议通过《关于公司2021年度利润分配预案的议案》,公司拟以现有总股本为基数向全体股东每10股派发现金红利。审议通过《关于续聘会计师事务所的议案》,同意续聘为公司2022年度审计机构。特此公告。董事会 二〇二二年三月三十一日 本公司及董事会全体成员保证信息披露的内容真实、准确、完整,没有虚假记载、误导性陈述或重大遗漏。一、会议召开情况 公司于近日以通讯方式召开会议,会议应出席董事九名,实际出席董事九名,会议的召集、召开符合《公司法》和《公司章程》的有关规定。二、会议审议情况 经与会董事认真审议,以投票表决方式通过了以下议案:审议通过《关于公司2021年年度报告及其摘要的议案》,表决结果:同意9票,反对0票,弃权0票。审议通过《关于公司2021年度财务决算报告的议案》,本议案尚需提交公司股东大会审议。审议通过《关于公司2021年度利润分配预案的议案》,公司拟以现有总股本为基数向全体股东每10股派发现金红利。审议通过《关于续聘会计师事务所的议案》,同意续聘为公司2022年度审计机构。特此公告。董事会 二〇二二年三月三十一日 本公司及董事会全体成员保证信息披露的内容真实、准确、完整,没有虚假记载、误导性陈述或重大遗漏。一、会议召开情况 公司于近日以通讯方式召开会议,会议应出席董事九名,实际出席董事九名,会议的召集、召开符合《公司法》和《公司章程》的有关规定。二、会议审议情况 经与会董事认真审议,以投票表决方式通过了以下议案:审议通过《关于公司2021年年度报告及其摘要的议案》,表决结果:同意9票,反对0票,弃权0票。审议通过《关于公司2021年度财务决算报告的议案》,本议案尚需提交公司股东大会审议。审议通过《关于公司2021年度利润分配预案的议案》,公司拟以现有总股本为基数向全体股东每10股派发现金红利。审议通过《关于续聘会计师事务所的议案》,同意续聘为公司2022年度审计机构。特此公告。董事会 二〇二二年三月三十一日 本公司及董事会全体成员保证信息披露的内容真实、准确、完整,没有虚假记载、误导性陈述或重大遗漏。一、会议召开情况 公司于近日以通讯方式召开会议,会议应出席董事九名,实际出席董事九名,会议的召集、召开符合《公司法》和《公司章程》的有关规定。二、会议审议情况 经与会董事认真审议,以投票表决方式通过了以下议案:审议通过《关于公司2021年年度报告及其摘要的议案》,表决结果:同意9票,反对0票,弃权0票。审议通过《关于公司2021年度财务决算报告的议案》,本议案尚需提交公司股东大会审议。审议通过《关于公司2021年度利润分配预案的议案》,公司拟以现有总股本为基数向全体股东每10股派发现金红利。审议通过《关于续聘会计师事务所的议案》,同意续聘为公司2022年度审计机构。特此公告。董事会 二〇二二年三月三十一日 本公司及董事会全体成员保证信息披露的内容真实、准确、完整,没有虚假记 [70,46,124,690]
article-text: 本公司及董事会全体成员保证信息披露的内容真实、准确、完整,没有虚假记载、误导性陈述或重大遗漏。一、会议召开情况 公司于近日以通讯方式召开会议,会议应出席董事九名,实际出席董事九名,会议的召集、召开符合《公司法》和《公司章程》的有关规定。二、会议审议情况 经与会董事认真审议,以投票表决方式通过了以下议案:审议通过《关于公司2021年年度报告及其摘要的议案》,表决结果:同意9票,反对0票,弃权0票。审议通过《关于公司2021年度财务决算报告的议案》,本议案尚需提交公司股东大会审议。审议通过《关于公司2021年度利润分配预案的议案》,公司拟以现有总股本为基数向全体股东每10股派发现金红利。审议通过《关于续聘会计师事务所的议案》,同意续聘为公司2022年度审计机构。特此公告。董事会 二〇二二年三月三十一日 本公司及董事会全体成员保证信息披露的内容真实、准确、完整,没有虚假记载、误导性陈述或重大遗漏。一、会议召开情况 公司于近日以通讯方式召开会议,会议应出席董事九名,实际出席董事九名,会议的召集、召开符合《公司法》和《公司章程》的有关规定。二、会议审议情况 经与会董事认真审议,以投票表决方式通过了以下议案:审议通过《关于公司2021年年度报告及其摘要的议案》,表决结果:同意9票,反对0票,弃权0票。审议通过《关于公司2021年度财务决算报告的议案》,本议案尚需提交公司股东大会审议。审议通过《关于公司2021年度利润分配预案的议案》,公司拟以现有总股本为基数向全体股东每10股派发现金红利。审议通过《关于续聘会计师事务所的议案》,同意续聘为公司2022年度审计机构。特此公告。董事会 二〇二二年三月三十一日 本公司及董事会全体成员保证信息披露的内容真实、准确、完整,没有虚假记载、误导性陈述或重大遗漏。一、会议召开情况 公司于近日以通讯方式召开会议,会议应出席董事九名,实际出席董事九名,会议的召集、召开符合《公司法》和《公司章程》的有关规定。二、会议审议情况 经与会董事认真审议,以投票表决方式通过了以下议案:审议通过《关于公司2021年年度报告及其摘要的议案》,表决结果:同意9票,反对0票,弃权0 [244,46,298,162]
table-cell [58,238,66,243]
announcement-title: 股票交易异常波动公告 [368,562,406,568]
table-cell [262,455,280,460]
table-row [303,127,356,132]
announcement-header [360,285,414,308]
article-text: 本公司及董事会全体成员保证信息披露的内容真实、准确、完整,没有虚假记载、误导性陈述或重大遗漏。一、会议召开情况 公司于近日以通讯方式召开会议,会议应出席董事九名,实际出席董事九名,会议的召集、召开符合《公司法》和《公司章程》的有关规定。二、会议审议情况 经与会董事认真审议,以投票表决方式通过了以下议案:审议通过《关于公司2021年年度报告及其摘要的议案》,表决结果:同意9票,反对0票,弃权0票。审议通过《关于公司2021年度财务决算报告的议案》,本议案尚需提交公司股东大会审议。审议通过《关于公司2021年度利润分配预案的议案》,公司拟以现有总股本为基数向全体股东每10股派发现金红利。审议通过《关于续聘会计师事务所的议案》,同意续聘为公司2022年度审计机构。特此公告。董事会 二〇二二年三月三十一日 本公司及董事会全体成员保证信息披露的内容真实、准确、完整,没有虚假记载、误导性陈述或重大遗漏。一、会议召开情况 公司于近日以通讯方式召开会议,会议应出席董事九名,实际出席董事九名,会议的召集、召开符合《公司法》和《公司章程》的有关规定。二、会议审议情况 经与会董事认真审议,以投票表决方式通过了以下议案:审议通过《关于公司2021年年度报告及其摘要的议案》,表决结果:同意9票,反对0票,弃权0票。审议通过《关于公司2021年度财务决算报告的议案》,本议案尚需提交公司股东大会审议。审议通过《关于公司2021年度利润分配预案的议案》,公司拟以现有总股本为基数向全体股东每10股派发现金红利。审议通过《关于续聘会计师事务所的议案》,同意续聘为公司2022年度审计机构。特此公告。董事会 二〇二二年三月三十一日 本公司及董事会全体成员保证信息披露的内容真实、准确、完整,没有虚假记载、误导性陈述或重大遗漏。一、会议召开情况 公司于近日以通讯方式召开会议,会议应出席董事九名,实际出席董事九名,会议的召集、召开符合《公司法》和《公司章程》的有关规定。二、会议审议情况 经与会董事认真审议,以投票表决方式通过了以下议案:审议通过《关于公司2021年年度报告及其摘要的议案》,表决结果:同意9票,反对0票,弃权0票。审议通过《关于公司2021年度财务决算报告的议案》,本议案尚需提交公司股东大会审议。审议通过《关于公司2021年度利润分配预案的议案》,公司拟以现有总股本为基数向全体股东每10股派发现金红利。审议通过《关于续聘会计师事务所的议案》,同意续聘为公司2022年度审计机构。特此公告。董事会 二〇二二年三月三十一日 本公司及董事会全体成员保证信息披露的内容真实、准确、完整,没有虚假记载、误导性陈述或重大遗漏。一、会议召开情况 公司于近日以通讯方式召开会议,会议应出席董事九名,实际出席董事九名,会议的召集、召开符合《公司法》和《公司章程》的有关规定。二、会议审议情况 经与会董事认真审议,以投票表决方式通过了以下议案:审议通过《关于公司2021年年度报告及其摘要的议案》,表决结果:同意9票,反对0票,弃权0票。审议通过《关于公司2021年度财务决算报告的议案》,本议案尚需提交公司股东大会审议。审议通过《关于公司2021年度利润分配预案的议案》,公司拟以现有总股本为基数向全体股东每10股派发现金红利。审议通过《关于续聘会计师事务所的议案》,同意续聘为公司2022年度审计机构。特此公告。董事会 二〇二二年三月三十一日 [360,46,414,228]
masthead-rule-thin [12,43,472,44]
column-divider [126,46,127,690]
announcement-code: 证券代码:002664 证券简称:信质集团 公告编号:2022-015 [360,551,409,559]
text-column [70,46,124,690]
text-column [244,46,298,690]
announcement-company: 万邦智能股份有限公司 [17,58,61,63]
column-divider [358,46,359,690]
table-cell [52,155,65,160]
masthead [12,6,472,40]
announcement-header [12,50,66,73]
table-cell [39,155,52,160]
article-text: 本公司及董事会全体成员保证信息披露的内容真实、准确、完整,没有虚假记载、误导性陈述或重大遗漏。一、会议召开情况 公司于近日以通讯方式召开会议,会议应出席董事九名,实际出席董事九名,会议的召集、召开符合《公司法》和《公司章程》的有关规定。二、会议审议情况 经与会董事认真审议,以投票表决方式通过了以下议案:审议通过《关于公司2021年年度报告及其摘要的议案》,表决结果:同意9票,反对0票,弃权0票。审议通过《关于公司2021年度财务决算报告的议案》,本议案尚需提 [360,253,414,283]
table-cell [361,246,372,251]
announcement-header [360,550,414,568]
announcement-company: 万邦智能股份有限公司 [365,293,409,298]
section-subtitle: DISCLOSURE [244,15,311,26]
column-divider [300,46,301,690]
table-row [245,455,298,460]
article-text: 本公司及董事会全体成员保证信息披露的内容真实、准确、完整,没有虚假记载、误导性陈述或重大遗漏。一、会议召开情况 公司于近日以通讯方式召开会议,会议应出席董事九名,实际出席董事九名,会议的召集、召开符合《公司法》和《公司章程》的有关规定。二、会议审议情况 经与会董事认真审议,以投票表决方式通过了以下议案:审议通过《关于公司2021年年度报告及其摘要的议案》,表决结果:同意9票,反对0票,弃权0票。审议通过《关于公司2021年度财务决算报告的议案》,本议案尚需提交公司股东大会审议。审议通过《关于公司2021年度利润分配预案的议案》,公司拟以现有总股本为基数向全体股东每10股派发现金红利。审议通过《关于续聘会计师事务所的议案》,同意续聘为公司2022年度审计机构。特此公告。董事会 二〇二二年三月三十一日 本公司及董事会全体成员保证信息披露的内容真实、准确、完整,没有虚假记载、误导性陈述或重大遗漏。一、会议召开情况 公司于近日以通讯方式召开会议,会议应出席董事九名,实际出席董事九名,会议的召集、召开符合《公司法》和《公司章程》的有关规定。二、会议审议情况 经与会董事认真审议,以投票表决方式通过了以下议案:审议通过《关于公司2021年年度报告及其摘要的议案》,表决结果:同意9票,反对0票,弃权0票。审议通过《关于公司2021年度财务决算报告的议案》,本议案尚需提交公司股东大会审议。审议通过《关于公司2021年度利润分配预案的议案》,公司拟以现有总股本为基数向全体股东每10股派发现金红利。审议通过《关于续聘会计师事务所的议案》,同意续聘为公司2022年度审计机构。特此公告。董事会 二 [244,188,298,278]
table-cell [342,127,355,132]
announcement-header [360,367,414,390]
article-text: 本公司及董事会全体成员保证信息披露的内容真实、准确、完整,没有虚假记载、误导性陈述或重大遗漏。一、会议召开情况 公司于近日以通讯方式召开会议,会议应出席董事九名,实际出席董事九名,会议的召集、召开符合《公司法》和《公司章程》的有关规定。二、会议审议情况 经与会董事认真审议,以投票表决方式通过了以下议案:审议通过《关于公司2021年年度报告及其摘要的议案》,表决结果:同意9票,反对0票,弃权0票。审议通过《关于公司2021年度财务决算报告的议案》,本议案尚需提交公司股东大会审议。审议通过《关于公司2021年度利润分配预案的议案》,公司拟以现有总股本为基数向全体股东每10股派发现金红利。审议通过《关于续聘会计师事务所的议案》,同意续聘为公司2022年度审计机构。特此公告。董事会 二〇二二年三月三十一日 本公司及董事会全体成员保证信息披露的内容真实、准确、完整,没有虚假记载、误导性陈述或重大遗漏。一、会议召开情况 公司于近日以通讯方式召开会议,会议应出席董事九名,实际出席董事九名,会议的召集、召开符合《公司法》和《公司章程》的有关规定。二、会议审议情况 经与会董事认真审议,以投票表决方式通过了以下议案:审议通过《关于公司2021年年度报告及其摘要的议案》,表决结果:同意9票,反对0票,弃权0票。审议通过《关于公司2021年度财务决算报告的议案》,本议案尚需提交公司股东大会审议。审议通过《关于公司2021年度利润分配预案的议案》,公司拟以现有总股本为基数向全体股东每10股派发现金红利。审议通过《关于续聘会计师事务所的议案》,同意续聘为公司2022年度审计机构。特此公告。董事会 二〇二二年三月三十一日 本公司及董事会全体成员保证信息披露的内容真实、准确、完整,没有虚假记载、误导性陈述或重大遗漏。一、会议召开情况 公司于近日以通讯方式召开会议,会议应出席董事九名,实际出席董事九名,会议的召集、召开符合《公司法》和《公司章程》的有关规定。二、会议审议情况 经与会董事认真审议,以投票表决方式通过了以下议案:审议通过《关于公司2021年年度报告及其摘要的议案》,表决结果:同意9票,反对0票,弃权0票。审议通过《关于公司2021年度财务决算报告的议案》,本议案尚需提交公司股东大会审议。审议通过《关于公司2021年度利润分配预案的议案》,公司拟以现有总股本为基数向全体股东每10股派发现金红利。审议通过《关于续聘会计师事务所的议案》,同意续聘为公司2022年度审计机构。特此公告。董事会 二〇二二年三月三十一日 本公司及董事会全体成员保证信息披露的内容真实、准确、完整,没有虚假记载、误导性陈述或重大遗漏。一、会议召开情况 公司于近日以通讯方式召开会议,会议应出席董事九名,实际出席董事九名,会议的召集、召开符合《公司法》和《公司章程》的有关规定。二、会议审议情况 经与会董事认真审议,以投票表决方式通过了以下议案:审议通过《关于公司2021年年度报告及其摘要的议案》,表决结果:同意9票,反对0票,弃权0票。审议通过《关于公司2021年度财务决算报告的议案》,本议案尚需提交公司股东大会审议。审议通过《关于公司2021年度利润分配预案的议案》,公司拟以现有总股本为基数向全体股东每10股派发现金红利。审议通过《关于续聘会计师事务所的议案》,同意续聘为公司2022年度审计机构。特此公告。董事会 二〇二二年三月三十一日 本公司及董事会全体成员保证信息披露的内容真实、准确、完整,没有虚假记载、误导性陈述或重大遗漏。一、会议召开情况 公司于近日以通讯方式召开会议,会议应出席董事九名,实际出席董事九名,会议的召集、召开符合《公司法》和《公司章程》的有关规定。二、会议审议情况 经与会董事认真审议,以投票表决方式通过了以下议案:审议通过《关于公司2021年年度报告及其摘要的议案》,表决结果:同意9票,反对0票,弃权0票。审议通过《关于公司2021年度财务决算报告的议案》,本议案尚需提交公司股东大会审议。审议通过《关于公司2021年度利润分配预案的议案》,公司拟以现有总股本为基数向全体股东每10股派发现金红利。审议通过《关于续聘会计师事务所的议案》,同意续聘为公司2022年度审计机构。特此公告。董事会 二〇二二年三月三十一日 本公司及董事会全体成员保证信息披露的内容真实、准确、完整,没有虚假记载、误导性陈述或重大遗漏。一、会议召开情况 公司于近日以通讯方式召开会议,会议应出席董事九名,实际出席董事九名,会议的召集、召开符合《公司法》和《公司章程》的有关规定。二、会议审议情况 经与会董事认真审议,以投票表决方式通过了以下议案:审议通过《关于公司2021年年度报告及其摘要的议案》,表决结果:同意9票,反对0票,弃权0票。审议通过《关于公司2021年度财务决算报告的议案》,本议案尚需提交公司股东大会审议。审议通过《关于公司2021年度利润分配预案的议案》,公司拟以现有总股本为基数向全体股东每10股派发现金红利。审议通过《关于续聘会计师事务所的议案》,同意续聘为公司2022年度审计机构。特此公告。董事会 二〇二二年三月三十一日 本公司及董事会全体成员保证信息披露的内容真实、准确、完整,没有虚假记载、误导性陈述或重大遗漏。一、会议召开情况 公司于近日以通讯方式召开会议,会议应出席董事九名,实际出席董事九名,会议的召集、召开符合《公司法》和《公司章程》的有关规定。二、会议审议情况 经与会董事认真审议,以投票表决方式通过了以下议案:审议通过《关于公司2021年年度报告及其摘要的议案》,表决结果:同意9票,反对0票,弃权0票。审议通过《关于公司2021年度财务决算报告的议案》,本议案尚需提交公司股东大会审议。审议通过《关于公司2021年度利润分配预案的议案》,公司拟以现有总股本为基数向全体股东每10股派发现金红利。审议通过《关于续聘会计师事务所的议案》,同意续聘为公司2022年度审计机构。特此公告。董事会 二〇二二年三月三十一日 本公司及董事会全体成员保证信息披露的内容真实、准确、完整,没有虚假记载、误导性陈述或重大遗漏。一、会议召开情况 公司于近日以通讯方式召开会议,会议应出席董事九名,实际出席董事九名,会议的召集、召开符合《公司法》和《公司章程》的有关规定。二、会议审议情况 经与会董事认真审议,以投票表决方式通过了以下议案:审议通过《关于公司2021年年度报告及其摘要的议案》,表决结果:同意9票,反对0票,弃权0票。审议通过《关于公司2021年度财务决算报告的议案》,本议案尚需提交公司股东大会审议。审议通过《关于公司2021年度利润分配预案的议案》,公司拟以现有总股本为基数向全体股东每10股派发现金红利。审议通过《关于续聘会计师事务所的议案》,同意续聘为公司2022年度审计机构。特此公告。董事会 二〇二二年三月三十一日 本公司及董事会全体成员保证信息披露的内容真实、准确、完整,没有虚假记载、误导性陈述或重大遗漏。一、会议召开情况 公司于近日以通讯方式召开会议,会议应出席董事九名,实际出席董事九名,会议的召集、召开符合《公司法》和《公司章程》的有关规定。二、会议审议情况 经与会董事认真审议,以投票表决方式通过了以下议案:审议通过《关于公司2021年年度报告及其摘要的议案》,表决结果:同意9票,反对0票,弃权0票。审议通过《关于公司2021年度财务决算报告的议案》,本议案尚需提交公司股东大会审议。审议通过《关于公司2021年度利润分配预案的议案》,公司拟以现有总股本为基数向全体股东每10股派发现金红利。审议通过《关于续聘会计师事务所的议案》,同意续聘为公司2022年度审计机构。特此公告。董事会 二〇二二年三月三十一日 本公司及董事会全体成员保证信息披露的内容真实、准确、完整,没有虚假记载、误导性陈述或重大遗漏。一、会议召开情况 公司于近日以通讯方式召开会议,会议应出席董事九名,实际出席董事九名,会议的召集、召开符合《公司法》和《公司章程》的有关规定。二、会议审议情况 经与会董事认真审议,以投票表决方式通过了以下议案:审议通过《关于公司2021年年度报告及其摘要的议案》,表决结果:同意9票,反对0票,弃权0票。审议通过《关于公司2021年度财务决算报告的议案》,本议案尚需提交公司股东大会审议。审议通过《关于公司2021年度利润分配预案的议案》,公司拟以现有总股本为基数向全体股东每10股派发现金红利。审议通过《关于续聘会计师事务所的议案》,同意续聘为公司2022年度审计机构。特此公告。董事会 二〇二二年三月三十一日 本公司及董事会全体成员保证信息披露的内容真实、准确、完整,没有虚假记载、误导性陈述或重大遗漏。一、会议召开情况 公司于近日以通讯方式召开会议,会议应出席董事九名,实际出席董事九名,会议的召集、召开符合《公司法》和《公司章程》的有关规定。二、会议审议情况 经与会董事认真审议,以投票表决方式通过了以下议案:审议通过《关于公司2021年年度报告及其摘要的议案》,表决结果:同意9票,反对0票,弃权0票。审议通过《关于公司2021年度财务决算报告的议案》,本议案尚需提交公司股东大会审议。审议通过《关于公司2021年度利润分配预案的议案》,公司拟以现有总股本为基数向全体股东每10股派发现金红利。审议通过《关于续聘会计师事务所的议案》,同意续聘为公司2022年度审计机构。特此公告。董事会 二〇二二年三月三十一日 本公司及董事会全体成员保证信息披露的内容真实、准确、完整,没有虚假记载、误导性陈述或重大遗漏。一、会议召开情况 公司于近日以通讯方式召开会议,会议应出席董事九名,实际出席董事九名,会议的召集、召开符合《公司法》和《公司章程》的有关规定。二、会议审议情况 经与会董事认真审议,以投票表决方式通过了以下议案:审议通过《关于公司2021年年度报告及其摘要的议案》,表决结果:同意9票,反对0票,弃权0票。审议通过《关于公司2021年度财务决算报告的议案》,本议案尚需提交公司股东大会审议。审议通过《关于公司2021年度利润分配预案的议案》,公司拟以现有总股本为基数向全体股东每10股派发现金红利。审议通过《关于续聘会计师事务所的议案》,同意续聘为公司2022年度审计机构。特此公告。董事会 二〇二二年三月三十一日 本公司及董事会全体成员保证信息披露的内容真实、准确、完整,没有虚假记载、误导性陈述或重大 [302,134,356,689]
table-row [361,246,414,251]
table-cell [26,155,39,160]
newspaper-logo: 证券时报 [408,8,457,22]
article-text: 本公司及董事会全体成员保证信息披露的内容真 [12,46,66,48]
announcement-title: 关于举行2021年度网上业绩说明会的公告 [245,176,297,187]
column-divider [68,46,69,690]
column-divider [184,46,185,690]
table-cell [43,238,51,243]
announcement-title: 第一届监事会第七次会议决议公告 [360,297,414,308]
data-table [12,222,66,243]
column-divider [416,46,417,690]
data-table [12,124,66,160]
table-cell [403,246,414,251]
announcement-title: 关于董事会换届选举及第五届董事会第一次会议决议的公告 [12,379,66,390]
announcement-title: 关于变更部分募投项目实施地点及延期的公告 [12,62,66,73]
table-cell [280,455,298,460]
section-id: D136 [12,6,80,32]
table-cell [28,238,36,243]
data-table [302,116,356,132]
article-text: 本公司及董事会全体成员保证信息披露的内容真实、准确、完整,没有虚假记载、误导性陈述或重大遗漏。一、会议召开情况 公司于近日以通讯方式召开会议,会议应出席董事九名,实际出席董事九名,会议的召集、召开符合《公司法》和《公司章程》的有关规定。二、会议审议情况 经与会董事认真审议,以投票表决方式通过了以下议案:审议通过《关于公司2021年年度报告及其摘要的议案》,表决结果:同意9票,反对0票,弃权0票。审议通过《关于公司2021年度财务决算报告的议案》,本议案尚需提交公司股东大会审议。审议通过《关于公司2021年度利润分配预案的议案》,公司拟以现有总股本为基数向全体股东每10股派发现金红利。审议通过《关于续聘会计师事务所的议案》,同意续聘为公司2022年度审计机构。特此公告。董事会 二〇二二年三月三十一日 本公司及董事会全体成员保证信息披露的内容真实、准确、完整,没有虚假记载、误导性陈述或重大遗漏。一、会议召开情况 公司于近日以通讯方式召开会议,会议应出席董事九名,实际出席董事九名,会议的召集、召开符合《公司法》和《公司章程》的有关规定。二、会议审议情况 经与会董事认真审议,以投票表决方式通过了以下议案:审议通过《关于公司2021年年度报告及其摘要的议案》,表决结果:同意9票,反对0票,弃权0票。审议通过《关于公司2021年度财务决算报告的议案》,本议案尚需提交公司股东大会审议。审议通过《关于公司2021年度利润分配预案的议案》,公司拟以现有总股本为基数向全体股东每10股派发现金红利。审议通过《关于续聘会计师事务所的议案》,同意续聘为公司2022年度审计机构。特此公告。董事会 二〇二二年三月三十一日 本公司及董事会全体成员保证信息披露的内容真实、准确、完整,没有虚假记载、误导性陈述或重大遗漏。一、会议召开情况 公司于近日以通讯方式召开会议,会议应出席董事九名,实际出席董事九名,会议的召集、召开符合《公司法》和《公司章程》的有关规定。二、会议审议情况 经与会董事认真审议,以投票表决方式通过了以下议案:审议通过《关于公司2021年年度报告及其摘要的议案》,表决结果:同意9票,反对0票,弃权0票。审议通过《关于公司2021年度财务决算报告的 [12,245,66,366]
table-cell [13,155,26,160]
text-column [128,46,182,690]
table-cell [50,238,58,243]
announcement-company: 万邦智能股份有限公司 [365,375,409,381]
announcement-code: 证券代码:002664 证券简称:信质集团 公告编号:2022-010 [12,368,61,376]
announcement-header [244,576,298,599]
announcement-company: 万邦智能股份有限公司 [249,172,293,177]
table-cell [35,238,43,243]
table-cell [245,455,263,460]
editor-credit: 编辑 孙 泽 [369,10,388,15]
article-text: 本公司及董事会全体成员保证信息披露的内容真实、准确、完整,没有虚假记载、误导性陈述或重大遗漏。一、会议召开情况 公司于近日以通讯方式召开会议,会议应出席董事九名,实际出席董事九名,会议的召集、召开符合《公司法》和《公司章程》的有关规定。二、会议审议情况 经与会董事认真审议,以投票表决方式通过了以下议案:审议通过《关于公司2021年年度报告及其摘要的议案》,表决结果:同意9票,反对0票,弃权0票。审议通过《关于公司2021年度财务决算报告的议案》,本议案尚需提交公司股东大会审议。审议通过《关于公司2021年度利润分配预案的议案》,公司拟以现有总股本为基数向全体股东每10股派发现金红利。审议通过《关于续聘会计师事务所的议案》,同意续聘为公司2022年度审计机构。特此公告。董事会 二〇二二年三月三十一日 本公司及董事会全体成员保证信息披露的内容真实、准确、完整,没有虚假记载、误导性陈述或重大遗漏。一、会议召开情况 公司于近日以通讯方式召开会议,会议应出席董事九名,实际出席董事九名,会议的召集、召开符合《公司法》和《公司章程》的有关规定。二、会议审议情况 经与会董事认真审议,以投票表决方式通过了以下议案:审议通过《关于公司2021年年度报告及其摘要的议案》,表决结果:同意9票,反对0票,弃权0票。审议通过《关于公司2021年度财务决算报告的议案》,本议案尚需提交公司股东大会审议。审议通过《关于公司2021年度利润分配预案的议案》,公司拟以现有总股本为基数向全体股东每10股派发现金红利。审议通过《关于续聘会计师事务所的议案》,同意续聘为公司2022年度审计机构。特此公告。董事会 二〇二二年三月三十一日 本公司及董事会全体成员保证信息披露的内容真实、准确、完整,没有虚假记载、误导性陈述或重大遗漏。一、会议召开情况 公司于近日以通讯方式召开会议,会议应出席董事九名,实际出席董事九名,会议的召集、召开符合《公司法》和《公司章程》的有关规定。二、会议审议情况 经与会董事认真审议,以投票表决方式通过了以下议案:审议通过《关于公司2021年年度报告及其摘要的议案》,表决结果:同意9票,反对0票,弃权0票。审议通过《关于公司2021年度财务决算报告的议案》,本议案尚需提交公司股东大会审议。审议通过《关于公司2021年度利润分配预案的议案》,公司拟以现有总股本为基数向全体股东每10股派发现金红利。审议通过《关于续聘会计师事务所的议案》,同意续聘为公司2022年度审计机构。特此公告。董事会 二〇二二年三月三十一日 本公司及董事会全体成员保证信息披露的内容真实、准确、完整,没有虚假记载、误导性陈述或重大遗漏。一、会议召开情况 公司于近日以通讯方式召开会议,会议应出席董事九名,实际出席董事九名,会议的召集、召开符合《公司法》和《公司章程》的有关规定。二、会议审议情况 经与会董事认真审议,以投票表决方式通过了以下议案:审议通过《关于公司2021年年度报告及其摘要的议案》,表决结果:同意9票,反对0票,弃权0票。审议通过《关于公司2021年度财务决算报告的议案》,本议案尚需提交公司股东大会审议。审议通过《关于公司2021年度利润分配预案的议案》,公司拟以现有总股本为基数向全体股东每10股派发现金红利。审议通过《关于续聘会计师事务所的议案》,同意续聘为公司2022年度审计机构。特此公告。董事会 二〇二二年三月三十一日 本公司及董事会全体成员保证信息披露的内容真实、准确、完整,没有虚假记载、误导性陈述或重大遗漏。一、会议召开情况 公司于近日以通讯方式召开会议,会议应出席董事九名,实际出席董事九名,会议的召集、召开符合《公司法》和《公司章程》的有关规定。二、会议审议情况 经与会董事认真审议,以投票表决方式通过了以下议案:审议通过《关于公司2021年年度报告及其摘要的议案》,表决结果:同意9票,反对0票,弃权0票。审议通过《关于公司2021年度财务决算报告的议案》,本议案尚需提交公司股东大会审议。审议通过《关于公司2021年度利润分配预案的议案》,公司拟以现有总股本为基数向全体股东每10股派发现金红利。审议通过《关于续聘会计师事务所的议案》,同意续聘为公司2022年度审计机构。特此公告。董事会 二〇二二年三月三十一日 本公司及董事会全体成员保证信息披露的内容真实、准确、完整,没有虚假记载、误导性陈述或重大遗漏。一、会议召开情况 公司于近日以通讯方式召开会议,会议应出席董事九名,实际出席董事九名,会议的召集、召开符合《公司法》和《公司章程》的有关规定。二、会议审议情况 经与会董事认真审议,以投票表决方式通过了以下议案:审议通过《关于公司2021年年度报告及其摘要的议案》,表决结果:同意9票,反对0票,弃权0票。审议通过《关于公司2021年度财务决算报告的议案》,本议案尚需提交公司股东大会审议。审议通过《关于公司2021年度利润分配预案的议案》,公司拟以现有总股本为基数向全体股东每10股派发现金红利。审议通过《关于续聘会计师事务所的议案》,同意续聘为公司2022年度审计机构。特此公告。董事会 二〇二二年三月三十一日 本公司及董事会全体成员保证信息披露的内容真实、准确、完整,没有虚假记载、误导性陈述或重大遗漏。一、会议召开情况 公司于近日以通讯方式召开会议,会议应出席董事九名,实际出席董事九名,会议的召集、召开符合《公司法》和《公司章程》的有关规定。二、会议审议情况 经与会董事认真审议,以投票表决方式通过了以下议案:审议通过《关于公司2021年年度报告及其摘要的议案》,表决结果:同意9票,反对0票,弃权0票。审议通过《关于公司2021年度财务决算报告的议案》,本议案尚需提交公司股东大会审议。审议通过《关于公司2021年度利润分配预案的议案》,公司拟以现有总股本为基数向全体股东每10股派发现金红利。审议通过《关于续聘会计师事务所的议案》,同意续聘为公司2022年度审计机构。特此公告。董事会 二〇二二年三月三十一日 本公司及董事会全体成员保证信息披露的内容真实、准确、完整,没有虚假记载、误导性陈述或重大遗漏。一、会议召开情况 公司于近日以通讯方式召开会议,会议应出席董事九名,实际出席董事九名,会议的召集、召开符合《公司法》和《公司章程》的有关规定。二、会议审议情况 经与会董事认真审议,以投票表决方式通过了以下议案:审议通过《关于公司2021年年度报告及其摘要的议案》,表决结果:同意9票,反对0票,弃权0票。审议通过《关于公司2021年度财务决算报告的议案》,本议案尚需提交公司股东大会审议。审议通过《关于公司2021年度利润分配预案的议案》,公司拟以现有总股本为基数向全体股东每10股派发现金红利。审议通过《关于续聘会计师事务所的议案》,同意续聘为公司2022年度审计机构。特此公告。董事会 二〇二二年三月三十一日 本公司及董事会全体成员保证信息披露的内容真实、准确、完整,没有虚假记载、误导性陈述或重大遗漏。一、会议召开情况 公司于近日以通讯方式召开会议,会议应出席董事九名,实际出席董事九名,会议的召集、召开符合《公司法》和《公司章程》的有关规定。二、会议审议情况 经与会董事认真审议,以投票表决方式通过了以下议案:审议通过《关于公司2021年年度报告及其摘要的议案》,表决结果:同意9票,反对0票,弃权0票。审议通过《关于公司2021年度财务决算报告的议案》,本议案尚需提交公司股东大会审议。审议通过《关于公司2021年度利润分配预案的议案》,公司拟以现有总股本为基数向全体股东每10股派发现金红利。审议通过《关于续聘会计师事务所的议案》,同意续聘为公司2022年度审计机构。特此公告。董事会 二〇二二年三月三十一日 本公司及董事会全体成员保证信息披露的内容真实、准确、完整,没有虚假记载、误导性陈述或重大遗漏。一、会议召开情况 公司于近日以通讯方式召开会议,会议应出席董事九名,实际出席董事九名,会议的召集、召开符合《公司法》和《公司章程》的有关规定。二、会议审议情况 经与会董事认真审议,以投票表决方式通过了以下议案:审议通过《关于公司2021年年度报告及其摘要的议案》,表决结果:同意9票,反对0票,弃权0票。审议通过《关于公司2021年度财务决算报告的议案》,本议案尚需提交公司股东大会审议。审议通过《关于公司2021年度利润分配预案的议案》,公司拟以现有总股本为基数向全体股东每10股派发现金红利。审议通过《关于续聘会计师事务所的议案》,同意续聘为公司2022年度审计机构。特此公告。董事会 二〇二二年三月三十一日 本公司及董事会全体成员保证信息披露的内容真实、准确、完整,没有虚假记载、误导性陈述或重大遗漏。一、会议召开情况 公司于近日以通讯方式召开会议,会议应出席董事九名,实际出席董事九名,会议的召集、召开符合《公司法》和《公司章程》的有关规定。二、会议审议情况 经与会董事认真审议,以投票表决方式通过了以下议案:审议通过《关于公司2021年年度报告及其摘要的议案》,表决结果:同意9票,反对0票,弃权0票。审议通过《关于公司2021年度财务决算报告的议案》,本议案尚需提交公司股东大会审议。审议通过《关于公司2021年度利润分配预案的议案》,公司拟以现有总股本为基数向全体股东每10股派发现金红利。审议通过《关于续聘会计师事务所的议案》,同意续聘为公司2022年度审计机构。特此公告。董事会 二〇二二年三月三十一日 本公司及董事会全体成员保证信息披露的内容真实、准确、完整,没有虚假记载、误导性陈述或重大遗漏。一、会议召开情况 公司于近日以通讯方式召开会议,会议应出席董事九名,实际出席董事九名,会议的召集、召开符合《公司法》和《公司章程》的有关规定。二、会议审议情况 经与会董事认真审议,以投票表决方式通过了以下议案:审议通过《关于公司2021年年度报告及其摘要的议案》,表决结果:同意9票,反对0票,弃权0票。审议通过《关于公司2021年度财务决算报告的议案》,本议案尚需提交公司股东大会审议。审议通过《关于公司2021年度利润分配预案的议案》,公司拟以现有总股本为基数向全体股东每10股派发现金红利。审议通过《关于续聘会计师事务所的议案》,同意续聘为公司2022年度审计机构。特此公告。董事会 二〇二二年三月三十一日 本公司及董事会全体成员保证信息披露的内容真实、准确、完整,没有虚假记载、误导性陈述或重大遗漏。一、会议召开情况 公司于近日以通讯方式召开会议,会议应出席董事九名,实际出席董事九名,会议的召集、召开符合《公司法》和《公司章程》的有关规定。二、会议审议情况 经与会董事认真审议,以投票表决方式通过了以下议案:审议通过《关于公司2021年年度报告及其摘要的议案》,表决结果:同意9票,反对0票,弃权0票。审议通过《关于公司2021年度财务决算报告的议案》,本议案尚需提交公司股东大会审议。审议通过《关于公司2021年度利润分配预案的议案》,公司拟以现有总股本为基数向全体股东每10股派发现金红利。审议通过《关于续聘会计师事务所的议案》,同意续聘为公司2022年度审计机构。特此公告。董事会 二〇二二年三月三十一日 本公司及董事会全体成员保证信息披露的内容真实、准确、完整,没有虚假记载、误导性陈述或重大遗漏。一、会议召开情况 公司于近日以通讯方式召开会议,会议应出席董事九名,实际出席董事九名,会议的召集、召开符合《公司法》和《公司章程》的有关规定。二、会议审议情况 经与会董事认真审议,以投票表决方式通过了以下议案:审议通过《关于公司2021年年度报告及其摘要的议案》,表决结果:同意9票,反对0票,弃权0票。审议通过《关于公司2021年度财务决算报告的议案》,本议案尚需提交公司股东大会审议。审议通过《关于公司2021年度利润分配预案的议案》,公司拟以现有总股本为基数向全体股东每10股派发现金红利。审议通过《关于续聘会计师事务所的议案》,同意续聘为公司2022年度审计机构。特此公告。董事会 二〇二二年三月三十一日 本公司及董事会全体成员保证信息披露的内容真实、准确、完整,没有虚假记 [186,46,240,690]
article-text: 本公司及董事会全体成员保证信息披露的内容真实、准确、完整,没有虚假记载、误导性陈述或重大遗漏。一、会议召开情况 公司于近日以通讯方式召开会议,会议应出席董事九名,实际出席董事九名,会议的召集、召开符合《公司法》和《公司章程》的有关规定。二、会议审议情况 经与会董事认真审议,以投票表决方式通过了以下议案:审议通过《关于公司2021年年度报告及其摘要的议案》,表决结果:同意9票,反对0票,弃权0票。审议通过《关于公司2021年度财务决算报告的议案》,本议案尚需提交公司股东大会审议。审议通过《关于公司2021年度利润分配预案的议案》,公司拟以现有总股本为基数向全体股东每10股派发现金红利。审议通过《关于续聘会计师事务所的议案》,同意续聘为公司2022年度审计机构。特此公告。董事会 二〇二二年三月三十一日 本公司及董事会全体成员保证信息披露的内容真实、准确、完整,没有虚假记载、误导性陈述或重大遗漏。一、会议召开情况 公司于近日以通讯方式召开会议,会议应出席董事九名,实际出席董 [12,162,66,220]
announcement-company: 万邦智能股份有限公司 [249,584,293,590]
table-cell [382,246,393,251]
text-column [12,46,66,690]
announcement-title: 关于召开2021年年度股东大会的通知 [245,588,297,599]
announcement-company: 万邦智能股份有限公司 [17,375,61,381]
table-cell [316,127,329,132]
section-title: 信息披露 [150,12,222,33]
table-cell [13,238,21,243]
announcement-code: 证券代码:002664 证券简称:信质集团 公告编号:2022-013 [360,286,409,293]
masthead-rule [12,40,472,42]
text-column [302,46,356,690]
announcement-header [12,367,66,390]
table-row [13,155,66,160]
announcement-code: 证券代码:002664 证券简称:信质集团 公告编号:2022-009 [12,51,61,58]
announcement-code: 证券代码:002664 证券简称:信质集团 公告编号:2022-011 [244,165,293,172]
data-table [244,279,298,460]
data-table [360,230,414,251]
table-cell [371,246,382,251]
article-text: 本公司及董事会全体成员保证信息披露的内容真实、准确、完整,没有虚假记载、误导性陈述或重大遗漏。一、会议召开情况 公司于近日以通讯方式召开会议,会议应出席董事九名,实际出席董事九名,会议的召集、召开符合《公司法》和《公司章程》的有关规定。二、会议审议情况 经与会董事认真审议,以投票表决方式通过了以下议案:审议通过《关于公司2021年年度报告及其摘要的议案》,表决结果:同意9票,反对0票,弃权0票。审议通过《关于公司2021年度财务决算报告的议案》,本议案尚需提交公司股东大会审议。审议通过《关于公司2021年度利润分配预案的议案》,公司拟以现有总股本为基数向全体股东每10股派发现金红利。审议通过《关于续聘会计师事务所的议案》,同意续聘为公司2022年度审计机构。特此公告。董事会 二〇二二年三月三十一日 本公司及董事会全体成员保证信息披露的内容真实、准确、完整,没有虚假记载、误导性陈述或重大遗漏。一、会议召开情况 公司于近日以通讯方式召开会议,会议应出席董事九名,实际出席董事九名,会议的召集、召开符合《公司法》和《公司章程》的有关规定。二、会议审议情况 经与会董事认真审议,以投票表决方式通过了以下议案:审议通过《关于公司2021年年度报告及其摘要的议案》,表决结果:同意9票,反对0票,弃权0票。审议通过《关于公司2021年度财务决算报告的议案》,本议案尚需提交公司股东大会审议。审议通过《关于公司2021年度利润分配预案的议案》,公司拟以现有总股本为基数向全体股东每10股派发现金红利。审议通过《关于续聘会计师事务所的议案》,同意续聘为公司2022年度审计机构。特此公告。董事会 二〇二二年三月三十一日 本公司及董事会全体成员保证信息披露的内容真实、准确、完整,没有虚假记载、误导性陈述或重大遗漏。一、会议召开情况 公司于近日以通讯方式召开会议,会议应出席董事九名,实际出席董事九名,会议的召集、召开符合《公司法》和《公司章程》的有关规定。二、会议审议情况 经与会董事认真审议,以投票表决方式通过了以下议案:审议通过《关于公司2021年年度报告及其摘要的议案》,表决结果:同意9票,反对0票,弃权0票。审议通过《关于公司2021年度财务决算报告的 [360,569,414,690]
announcement-code: 证券代码:002664 证券简称:信质集团 公告编号:2022-012 [244,577,293,585]
article-text: 本公司及董事会全体成员保证信息披露的内容真实、准确、完整,没有虚假记载、误导性陈述或重大遗漏。一、会议召开情况 公司于近日以通讯方式召开会议,会议应出席董事九名,实际出席董事九名,会议的召集、召开符合《公司法》和《公司章程》的有关规定。二、会议审议情况 经与会董事认真审议,以投票表决方式通过了以下议案:审议通过《关于公司2021年年度报告及其摘要的议案》,表决结果:同意9票,反对0票,弃权0票。审议通过《关于公司2021年度财务决算报告的议案》,本议案尚需提交公司股东大会审议。审议通过《关于公司2021年度利润分配预案的议案》,公司拟以现有总股本为基数向全体股东每10股派发现金红利。审议通过《关于续聘会计师事务所的议案》,同意续聘为公司2022年度审计机构。特此公告。董事会 二〇二二年三月三十一日 本公司及董事会全体成员保证信息披露的内容真实、准确、完整,没有虚假记载、误导性陈述或重大遗漏。一、会议召开情况 公司于近日以通讯方式召开会议,会议应出席董事九名,实际出席董 [360,309,414,366]
announcement-header [244,164,298,187]
article-text: 本公司及董事会全体成员保证信息披露的内容真实、准确、完整,没有虚假记载、误导性陈述或重大遗漏。一、会议召开情况 公司于近日以通讯方式召开会议,会议应出席董事九名,实际出席董事九名,会议的召集、召开符合《公司法》和《公司章程》的有关规定。二、会议审议情况 经与会董事认真审议,以投票表决方式通过了以下议案:审议通过《关于公司2021年年度报告及其摘要的议案》,表决结果:同意9票,反对0票,弃权0票。审议通过《关于公司2021年度财务决算报告的议案》,本议案尚需提交公司股东大会审议。审议通过《关于公司2021年度利润分配预案的议案》,公司拟以现有总股本为基数向全体股东每10股派发现金红利。审议通过《关于续聘会计师事务所的议案》,同意续聘为公司2022年度审计机构。特此公告。董事会 二〇二二年三月三十一日 本公司及董事会全体成员保证信息披露的内容真实、准确、完整,没有虚假记载、误导性陈述或重大遗漏。一、会议召开情况 公司于近日以通讯方式召开会议,会议应出席董事九名,实际出席董事九名,会议的召集、召开符合《公司法》和《公司章程》的有关规定。二、会议审议情况 经与会董事认真审议,以投票表决方式通过了以下议案:审议通过《关于公司2021年年度报告及其摘要的议案》,表决结果:同意9票,反对0票,弃权0票。审议通过《关于公司2021年度财务决算报告的议案》,本议案尚需提交公司股东大会审议。审议通过《关于公司2021年度利润分配预案的议案》,公司拟以现有总股本为基数向全体股东每10股派发现金红利。审议通过《关于续聘会计师事务所的议案》,同意续聘为公司2022年度审计机构。特此公告。董事会 二〇二二年三月三十一日 本公司及董事会全体成员保证信息披露的内容真实、准确、完整,没有虚假记载、误导性陈述或重大遗漏。一、会议召开情况 公司于近日以通讯方式召开会议,会议应出席董事九名,实际出席董事九名,会议的召集、召开符合《公司法》和《公司章程》的有关规定。二、会议审议情况 经与会董事认真审议,以投票表决方式通过了以下议案:审议通过《关于公司2021年年度报告及其摘要的议案》,表决结果:同意9票,反对0票,弃权0票。审议通过《关于公司2021年度财务决算报告的议案》,本议案尚需提交公司股东大会审议。审议通过《关于公司2021年度利润分配预案的议案》,公司拟以现有总股本为基数向全体股东每10股派发现金红利。审议通过《关于续聘会计师事务所的议案》,同意续聘为公司2022年度审计机构。特此公告。董事会 二〇二二年三月三十一日 本公司及董事会全体成员保证信息披露的内容真实、准确、完整,没有虚假记载、误导性陈述或重大遗漏。一、会议召开情况 公司于近日以通讯方式召开会议,会议应出席董事九名,实际出席董事九名,会议的召集、召开符合《公司法》和《公司章程》的有关规定。二、会议审议情况 经与会董事认真审议,以投票表决方式通过了以下议案:审议通过《关于公司2021年年度报告及其摘要的议案》,表决结果:同意9票,反对0票,弃权0票。审议通过《关于公司2021年度财务决算报告的议案》,本议案尚需提交公司股东大会审议。审议通过《关于公司2021年度利润分配预案的议案》,公司拟以现有总股本为基数向全体股东每10股派发现金红利。审议通过《关于续聘会计师事务所的议案》,同意续聘为公司2022年度审计机构。特此公告。董事会 二〇二二年三月三十一日 本公司及董事会全体成员保证信息披露的内容真实、准确、完整,没有虚假记载、误导性陈述或重大遗漏。一、会议召开情况 公司于近日以通讯方式召开会议,会议应出席董事九名,实际出席董事九名,会议的召集、召开符合《公司法》和《公司章程》的有关规定。二、会议审议情况 经与会董事认真审议,以投票表决方式通过了以下议案:审议通过《关于公司2021年年度报告及其摘要的议案》,表决结果:同意9票,反对0票,弃权0票。审议通过《关于公司2021年度财务决算报告的议案》,本议案尚需提交公司股东大会审议。审议通过《关于公司2021年度利润分配预案的议案》,公司拟以现有总股本为基数向全体股东每10股派发现金红利。审议通过《关于续聘会计师事务所的议案》,同意续聘为公司2022年度审计机构。特此公告。董事会 二〇二二年三月三十一日 本公司及董事会全体成员保证信息披露的内容真实、准确、完整,没有虚假记载、误导性陈述或重大遗漏。一、会议召开情况 公司于近日以通讯方式召开会议,会议应出席董事九名,实际出席董事九名,会议的召集、召开符合《公司法》和《公司章程》的有关规定。二、会议审议情况 经与会董事认真审议,以投票表决方式通过了以下议案:审议通过《关于公司2021年年度报告及其摘要的议案》,表决结果:同意9票,反对0票,弃权0票。审议通过《关于公司2021年度财务决算报告的议案》,本议案尚需提交公司股东大会审议。审议通过《关于公司2021年度利润分配预案的议案》,公司拟以现有总股本为基数向全体股东每10股派发现金红利。审议通过《关于续聘会计师事务所的议案》,同意续聘为公司2022年度审计机构。特此公告。董事会 二〇二二年三月三十一日 本公司及董事会全体成员保证信息披露的内容真实、准确、完整,没有虚假记载、误导性陈述或重大遗漏。一、会议召开情况 公司于近日以通讯方式召开会议,会议应出席董事九名,实际出席董事九名,会议的召集、召开符合《公司法》和《公司章程》的有关规定。二、会议审议情况 经与会董事认真审议,以投票表决方式通过了以下议案:审议通过《关于公司2021年年度报告及其摘要的议案》,表决结果:同意9票,反对0票,弃权0 [12,391,66,690]
article-text: 本公司及董事会全体成员保证信息披露的内容真实、准确、完整,没有虚假记载、误导性陈述或重大遗漏。一、会议召开情况 公司于近日以通讯方式召开会议,会议应出席董事九名,实际出席董事九名,会议的召集、召开符合《公司法》和《公司章程》的有关规定。二、会议审议情况 经与会董事认真审议,以投票表决方式通过了以下议案:审议通过《关于公司2021年年度报告及其摘要的议案》,表决结果:同意9票,反对0票,弃权0票。审议通过《关于公司2021年度财务决算报告的议案》,本议案尚需提交公司股东大会审议。审议通过《关于公司2021年度利润分配预案的议案》,公司拟以现有总股本为基数向全体股东每10股派发现金红利。审议通过《关于续聘会计师事务所的议案》,同意续聘为公司2022年度审计机构。特此公告。董事会 二〇二二年三月三十一日 本公司及董事会全体成员保证信息披露的内容真实、准确、完整,没有虚假记载、误导性陈述或重大遗漏。一、会议召开情况 公司于近日以通讯方式召开会议,会议应出席董事九名,实际出席董事九名,会议的召集、召开符合《公司法》和《公司章程》的有关规定。二、会议审议情况 经与会董事认真审议,以投票表决方式通过了以下议案:审议通过《关于公司2021年年度报告及其摘要的议案》, [302,46,356,114]
announcement-code: 证券代码:002664 证券简称:信质集团 公告编号:2022-014 [360,368,409,376]
text-column [186,46,240,690]
article-text: 本公司及董事会全体成员保证信息披露的内容真实、准确、完整,没有虚假记载、误导性陈述或重大遗漏。一、会议召开情况 公司于近日以通讯方式召开会议,会议应出席董事九名,实际出席董事九名,会议的召集、召开符合《公司法》和《公司章程》的有关规定。二、会议审议情况 经与会董事认真审议,以投票表决方式通过了以下议案:审议通过《关于公司2021年年度报告及其摘要的议案》,表决结果:同意9票,反对0票,弃权0票。审议通过《关于公司2021年度财务决算报告的议案》,本议案尚需提交公司股东大会审议。审议通过《关于公司2021年度利润分配预案的议案》,公司拟以现有总股本为基数向全体股东每10股派发现金红利。审议通过《关于续聘会计师事务所的议案》,同意续聘为公司2022年度审计机构。特此公告。董事会 二〇二二年三月三十一日 本公司及董事会全体成员保证信息披露的内容真实、准确、完整,没有虚假记载、误导性陈述或重大遗漏。一、会议召开情况 公司于近日以通讯方式召开会议,会议应出席董事九名,实际出席董事九名,会议的召集、召开符合《公司法》和《公司章程》的有关规定。二、会议审议情况 经与会董事认真审议,以投票表决方式通过了以下议案:审议通过《关于公司2021年年度报告及其摘要的议案》,表决结果:同意9票,反对0票,弃权0票。审议通过《关于公司2021年度财务决算报告的议案》,本议案尚需提交公司股东大会审议。审议通过《关于公司2021年度利润分配预案的议案》,公司拟以现有总股本为基数向全体股东每10股派发现金红利。审议通过《关于续聘会计师事务所的议案》,同意续聘为公司2022年度审计机构。特此公告。董事会 二〇二二年三月三十一日 本公司及董事会全体成员保证信息披露的内容真实、准确、完整,没有虚假记载、误导性陈述或重大遗漏。一、会议召开情况 公司于近日以通讯方式召开会议,会议应出席董事九名,实际出席董事九名,会议的召集、召开符合《公司法》和《公司章程》的有关规定。二、会议审议情况 经与会董事认真审议,以投票表决方式通过了以下议案:审议通过《关于公司2021年年度报告及其摘要的议案》,表决结果:同意9票,反对0票,弃权0票。审议通过《关于公司2021年度财务决算报告的议案》,本议案尚需提交公司股东大会审议。审议通过《关于公司2021年度利润分配预案的议案》,公司拟以现有总股本为基数向全体股东每10股派发现金红利。审议通过《关于续聘会计师事务所的议案》,同意续聘为公司2022年度审计机构。特此公告。董事会 二〇二二年三月三十一日 本公司及董事会全体成员保证信息披露的内容真实、准确、完整,没有虚假记载、误导性陈述或重大遗漏。一、会议召开情况 公司于近日以通讯方式召开会议,会议应出席董事九名,实际出席董事九名,会议的召集、召开符合《公司法》和《公司章程》的有关规定。二、会议审议情况 经与会董事认真审议,以投票表 [360,391,414,548]
